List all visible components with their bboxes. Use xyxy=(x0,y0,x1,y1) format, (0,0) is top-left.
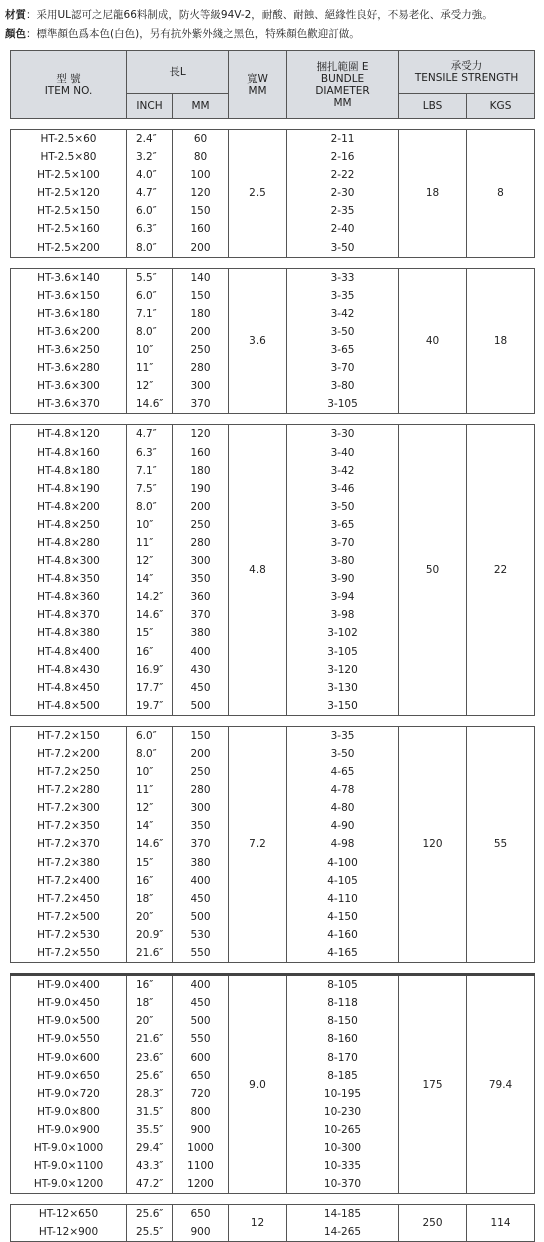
item-no-cell: HT-9.0×450 xyxy=(11,994,127,1012)
bundle-diameter-cell: 3-50 xyxy=(287,498,399,516)
group-spacer xyxy=(11,963,535,975)
bundle-diameter-cell: 10-300 xyxy=(287,1139,399,1157)
bundle-diameter-cell: 14-265 xyxy=(287,1223,399,1242)
length-inch-cell: 6.0″ xyxy=(127,726,173,745)
length-inch-cell: 25.6″ xyxy=(127,1205,173,1224)
item-no-cell: HT-9.0×500 xyxy=(11,1012,127,1030)
length-inch-cell: 14″ xyxy=(127,570,173,588)
bundle-diameter-cell: 3-65 xyxy=(287,516,399,534)
length-mm-cell: 150 xyxy=(173,202,229,220)
length-inch-cell: 8.0″ xyxy=(127,239,173,258)
bundle-diameter-cell: 3-50 xyxy=(287,745,399,763)
item-no-cell: HT-7.2×380 xyxy=(11,854,127,872)
length-inch-cell: 6.0″ xyxy=(127,287,173,305)
item-no-cell: HT-4.8×370 xyxy=(11,606,127,624)
length-mm-cell: 160 xyxy=(173,220,229,238)
tensile-kgs-cell: 79.4 xyxy=(467,975,535,1194)
item-no-cell: HT-3.6×250 xyxy=(11,341,127,359)
length-mm-cell: 430 xyxy=(173,661,229,679)
length-inch-cell: 8.0″ xyxy=(127,323,173,341)
length-inch-cell: 14″ xyxy=(127,817,173,835)
tensile-lbs-cell: 18 xyxy=(399,130,467,258)
tensile-kgs-cell: 55 xyxy=(467,726,535,962)
bundle-diameter-cell: 8-170 xyxy=(287,1049,399,1067)
length-mm-cell: 280 xyxy=(173,534,229,552)
width-cell: 2.5 xyxy=(229,130,287,258)
length-mm-cell: 190 xyxy=(173,480,229,498)
spacer-cell xyxy=(11,119,535,130)
tensile-kgs-cell: 22 xyxy=(467,425,535,716)
length-mm-cell: 400 xyxy=(173,975,229,995)
item-no-cell: HT-2.5×100 xyxy=(11,166,127,184)
item-no-cell: HT-9.0×1200 xyxy=(11,1175,127,1194)
item-no-cell: HT-7.2×370 xyxy=(11,835,127,853)
item-no-cell: HT-7.2×250 xyxy=(11,763,127,781)
length-mm-cell: 370 xyxy=(173,395,229,414)
length-mm-cell: 180 xyxy=(173,305,229,323)
length-inch-cell: 25.5″ xyxy=(127,1223,173,1242)
bundle-diameter-cell: 4-110 xyxy=(287,890,399,908)
length-inch-cell: 14.6″ xyxy=(127,835,173,853)
item-no-cell: HT-9.0×550 xyxy=(11,1030,127,1048)
width-header-cn: 寬W xyxy=(247,72,268,85)
length-mm-cell: 370 xyxy=(173,835,229,853)
color-label: 顏色 xyxy=(5,28,26,40)
bundle-diameter-cell: 3-98 xyxy=(287,606,399,624)
kgs-header: KGS xyxy=(467,94,535,119)
lbs-header: LBS xyxy=(399,94,467,119)
length-inch-cell: 16″ xyxy=(127,872,173,890)
bundle-diameter-cell: 8-185 xyxy=(287,1067,399,1085)
table-row xyxy=(11,1205,535,1224)
length-inch-cell: 43.3″ xyxy=(127,1157,173,1175)
item-header xyxy=(11,51,127,119)
bundle-diameter-cell: 3-35 xyxy=(287,726,399,745)
item-no-cell: HT-4.8×280 xyxy=(11,534,127,552)
item-no-cell: HT-3.6×180 xyxy=(11,305,127,323)
item-no-cell: HT-2.5×150 xyxy=(11,202,127,220)
length-mm-cell: 160 xyxy=(173,444,229,462)
length-inch-cell: 11″ xyxy=(127,534,173,552)
item-no-cell: HT-4.8×200 xyxy=(11,498,127,516)
item-no-cell: HT-3.6×150 xyxy=(11,287,127,305)
bundle-diameter-cell: 4-150 xyxy=(287,908,399,926)
bundle-diameter-cell: 2-16 xyxy=(287,148,399,166)
table-row xyxy=(11,726,535,745)
length-inch-cell: 28.3″ xyxy=(127,1085,173,1103)
bundle-diameter-cell: 4-165 xyxy=(287,944,399,963)
length-mm-cell: 280 xyxy=(173,781,229,799)
tensile-kgs-cell: 114 xyxy=(467,1205,535,1242)
item-no-cell: HT-7.2×500 xyxy=(11,908,127,926)
length-inch-cell: 14.6″ xyxy=(127,606,173,624)
bundle-diameter-cell: 3-130 xyxy=(287,679,399,697)
length-inch-cell: 10″ xyxy=(127,341,173,359)
bundle-diameter-cell: 3-33 xyxy=(287,268,399,287)
length-mm-cell: 400 xyxy=(173,872,229,890)
width-header xyxy=(229,51,287,119)
length-mm-cell: 370 xyxy=(173,606,229,624)
item-no-cell: HT-4.8×300 xyxy=(11,552,127,570)
item-no-cell: HT-7.2×550 xyxy=(11,944,127,963)
length-mm-cell: 250 xyxy=(173,341,229,359)
length-mm-cell: 500 xyxy=(173,1012,229,1030)
length-inch-cell: 18″ xyxy=(127,890,173,908)
length-mm-cell: 140 xyxy=(173,268,229,287)
length-inch-cell: 12″ xyxy=(127,552,173,570)
tensile-header-cn: 承受力 xyxy=(450,60,483,72)
table-row xyxy=(11,268,535,287)
item-header-cn: 型 號 xyxy=(56,72,81,85)
length-mm-cell: 500 xyxy=(173,908,229,926)
length-mm-cell: 350 xyxy=(173,570,229,588)
length-inch-cell: 4.0″ xyxy=(127,166,173,184)
item-no-cell: HT-3.6×280 xyxy=(11,359,127,377)
length-inch-cell: 25.6″ xyxy=(127,1067,173,1085)
length-inch-cell: 6.3″ xyxy=(127,444,173,462)
length-mm-cell: 120 xyxy=(173,425,229,444)
item-no-cell: HT-4.8×380 xyxy=(11,624,127,642)
length-mm-cell: 720 xyxy=(173,1085,229,1103)
bundle-diameter-cell: 2-11 xyxy=(287,130,399,149)
item-no-cell: HT-7.2×450 xyxy=(11,890,127,908)
length-mm-cell: 150 xyxy=(173,287,229,305)
bundle-diameter-cell: 3-70 xyxy=(287,534,399,552)
length-inch-cell: 5.5″ xyxy=(127,268,173,287)
item-no-cell: HT-9.0×1100 xyxy=(11,1157,127,1175)
table-row xyxy=(11,975,535,995)
length-inch-cell: 3.2″ xyxy=(127,148,173,166)
bundle-diameter-cell: 3-105 xyxy=(287,643,399,661)
bundle-diameter-cell: 10-370 xyxy=(287,1175,399,1194)
inch-header: INCH xyxy=(127,94,173,119)
length-mm-cell: 650 xyxy=(173,1067,229,1085)
length-inch-cell: 47.2″ xyxy=(127,1175,173,1194)
length-mm-cell: 500 xyxy=(173,697,229,716)
width-cell: 7.2 xyxy=(229,726,287,962)
length-inch-cell: 18″ xyxy=(127,994,173,1012)
item-no-cell: HT-7.2×530 xyxy=(11,926,127,944)
bundle-diameter-cell: 3-30 xyxy=(287,425,399,444)
length-mm-cell: 300 xyxy=(173,552,229,570)
length-inch-cell: 16.9″ xyxy=(127,661,173,679)
item-no-cell: HT-7.2×280 xyxy=(11,781,127,799)
bundle-diameter-cell: 10-335 xyxy=(287,1157,399,1175)
width-cell: 9.0 xyxy=(229,975,287,1194)
bundle-diameter-cell: 3-46 xyxy=(287,480,399,498)
length-mm-cell: 350 xyxy=(173,817,229,835)
bundle-diameter-cell: 3-80 xyxy=(287,552,399,570)
item-no-cell: HT-9.0×1000 xyxy=(11,1139,127,1157)
group-spacer xyxy=(11,715,535,726)
length-inch-cell: 14.2″ xyxy=(127,588,173,606)
bundle-diameter-cell: 3-120 xyxy=(287,661,399,679)
bundle-diameter-cell: 3-94 xyxy=(287,588,399,606)
material-note xyxy=(5,6,541,25)
bundle-diameter-cell: 3-105 xyxy=(287,395,399,414)
length-mm-cell: 180 xyxy=(173,462,229,480)
item-no-cell: HT-3.6×200 xyxy=(11,323,127,341)
item-no-cell: HT-7.2×400 xyxy=(11,872,127,890)
bundle-diameter-cell: 3-150 xyxy=(287,697,399,716)
bundle-diameter-cell: 3-35 xyxy=(287,287,399,305)
item-no-cell: HT-9.0×650 xyxy=(11,1067,127,1085)
length-mm-cell: 360 xyxy=(173,588,229,606)
length-mm-cell: 900 xyxy=(173,1121,229,1139)
length-mm-cell: 450 xyxy=(173,890,229,908)
bundle-diameter-cell: 4-78 xyxy=(287,781,399,799)
length-inch-cell: 14.6″ xyxy=(127,395,173,414)
width-cell: 12 xyxy=(229,1205,287,1242)
bundle-diameter-cell: 3-42 xyxy=(287,462,399,480)
length-inch-cell: 8.0″ xyxy=(127,498,173,516)
length-mm-cell: 300 xyxy=(173,799,229,817)
group-spacer xyxy=(11,119,535,130)
color-text: ：標準顏色爲本色(白色)，另有抗外紫外綫之黑色，特殊顏色歡迎訂做。 xyxy=(26,28,360,40)
tensile-lbs-cell: 175 xyxy=(399,975,467,1194)
item-no-cell: HT-4.8×180 xyxy=(11,462,127,480)
length-inch-cell: 21.6″ xyxy=(127,944,173,963)
tensile-lbs-cell: 50 xyxy=(399,425,467,716)
item-no-cell: HT-4.8×400 xyxy=(11,643,127,661)
item-no-cell: HT-4.8×430 xyxy=(11,661,127,679)
length-mm-cell: 650 xyxy=(173,1205,229,1224)
length-inch-cell: 10″ xyxy=(127,763,173,781)
item-no-cell: HT-4.8×160 xyxy=(11,444,127,462)
bundle-diameter-cell: 3-70 xyxy=(287,359,399,377)
spacer-cell xyxy=(11,414,535,425)
group-spacer xyxy=(11,1194,535,1205)
length-mm-cell: 300 xyxy=(173,377,229,395)
length-mm-cell: 600 xyxy=(173,1049,229,1067)
length-mm-cell: 1200 xyxy=(173,1175,229,1194)
width-header-unit: MM xyxy=(248,84,267,97)
length-inch-cell: 2.4″ xyxy=(127,130,173,149)
bundle-diameter-cell: 2-30 xyxy=(287,184,399,202)
cable-tie-spec-table xyxy=(10,50,535,1242)
item-no-cell: HT-9.0×720 xyxy=(11,1085,127,1103)
length-inch-cell: 15″ xyxy=(127,624,173,642)
bundle-diameter-cell: 3-42 xyxy=(287,305,399,323)
table-body xyxy=(11,119,535,1242)
length-inch-cell: 12″ xyxy=(127,377,173,395)
item-no-cell: HT-2.5×120 xyxy=(11,184,127,202)
table-row xyxy=(11,130,535,149)
length-inch-cell: 29.4″ xyxy=(127,1139,173,1157)
item-no-cell: HT-2.5×60 xyxy=(11,130,127,149)
item-no-cell: HT-9.0×800 xyxy=(11,1103,127,1121)
length-mm-cell: 80 xyxy=(173,148,229,166)
bundle-diameter-cell: 4-80 xyxy=(287,799,399,817)
length-inch-cell: 7.1″ xyxy=(127,305,173,323)
length-mm-cell: 550 xyxy=(173,944,229,963)
length-inch-cell: 6.0″ xyxy=(127,202,173,220)
length-mm-cell: 1100 xyxy=(173,1157,229,1175)
bundle-diameter-cell: 2-35 xyxy=(287,202,399,220)
bundle-diameter-cell: 8-105 xyxy=(287,975,399,995)
color-note xyxy=(5,25,541,44)
length-inch-cell: 4.7″ xyxy=(127,184,173,202)
bundle-diameter-cell: 3-102 xyxy=(287,624,399,642)
group-spacer xyxy=(11,414,535,425)
length-inch-cell: 20″ xyxy=(127,1012,173,1030)
item-no-cell: HT-7.2×300 xyxy=(11,799,127,817)
item-no-cell: HT-3.6×140 xyxy=(11,268,127,287)
material-text: ：采用UL認可之尼龍66料制成，防火等級94V-2，耐酸、耐蝕、絕緣性良好，不易老化、承受力強。 xyxy=(26,9,493,21)
length-mm-cell: 530 xyxy=(173,926,229,944)
length-inch-cell: 11″ xyxy=(127,781,173,799)
length-mm-cell: 250 xyxy=(173,516,229,534)
length-inch-cell: 7.1″ xyxy=(127,462,173,480)
length-inch-cell: 12″ xyxy=(127,799,173,817)
item-no-cell: HT-4.8×250 xyxy=(11,516,127,534)
tensile-lbs-cell: 120 xyxy=(399,726,467,962)
tensile-kgs-cell: 18 xyxy=(467,268,535,414)
length-inch-cell: 16″ xyxy=(127,643,173,661)
item-no-cell: HT-4.8×450 xyxy=(11,679,127,697)
length-mm-cell: 400 xyxy=(173,643,229,661)
item-no-cell: HT-3.6×370 xyxy=(11,395,127,414)
item-no-cell: HT-9.0×600 xyxy=(11,1049,127,1067)
bundle-diameter-cell: 10-195 xyxy=(287,1085,399,1103)
tensile-lbs-cell: 40 xyxy=(399,268,467,414)
length-inch-cell: 16″ xyxy=(127,975,173,995)
bundle-header-en1: BUNDLE xyxy=(320,72,365,85)
length-mm-cell: 800 xyxy=(173,1103,229,1121)
length-inch-cell: 35.5″ xyxy=(127,1121,173,1139)
spacer-cell xyxy=(11,715,535,726)
bundle-diameter-cell: 4-65 xyxy=(287,763,399,781)
item-no-cell: HT-4.8×120 xyxy=(11,425,127,444)
item-no-cell: HT-4.8×500 xyxy=(11,697,127,716)
length-inch-cell: 11″ xyxy=(127,359,173,377)
bundle-diameter-cell: 4-100 xyxy=(287,854,399,872)
length-mm-cell: 200 xyxy=(173,239,229,258)
bundle-diameter-cell: 3-40 xyxy=(287,444,399,462)
bundle-diameter-cell: 3-90 xyxy=(287,570,399,588)
length-mm-cell: 900 xyxy=(173,1223,229,1242)
bundle-diameter-cell: 14-185 xyxy=(287,1205,399,1224)
spacer-cell xyxy=(11,963,535,975)
tensile-header xyxy=(399,51,535,94)
spacer-cell xyxy=(11,257,535,268)
length-mm-cell: 1000 xyxy=(173,1139,229,1157)
length-mm-cell: 200 xyxy=(173,323,229,341)
length-mm-cell: 550 xyxy=(173,1030,229,1048)
length-inch-cell: 6.3″ xyxy=(127,220,173,238)
bundle-diameter-cell: 2-22 xyxy=(287,166,399,184)
length-mm-cell: 450 xyxy=(173,994,229,1012)
width-cell: 4.8 xyxy=(229,425,287,716)
length-mm-cell: 200 xyxy=(173,498,229,516)
bundle-diameter-cell: 8-150 xyxy=(287,1012,399,1030)
item-no-cell: HT-9.0×400 xyxy=(11,975,127,995)
table-header xyxy=(11,51,535,119)
width-cell: 3.6 xyxy=(229,268,287,414)
length-header: 長L xyxy=(127,51,229,94)
bundle-diameter-cell: 2-40 xyxy=(287,220,399,238)
length-mm-cell: 120 xyxy=(173,184,229,202)
spec-notes xyxy=(5,6,541,44)
bundle-diameter-cell: 4-90 xyxy=(287,817,399,835)
length-mm-cell: 280 xyxy=(173,359,229,377)
length-inch-cell: 19.7″ xyxy=(127,697,173,716)
length-mm-cell: 380 xyxy=(173,624,229,642)
length-inch-cell: 7.5″ xyxy=(127,480,173,498)
item-no-cell: HT-12×900 xyxy=(11,1223,127,1242)
mm-header: MM xyxy=(173,94,229,119)
length-inch-cell: 15″ xyxy=(127,854,173,872)
item-no-cell: HT-7.2×150 xyxy=(11,726,127,745)
length-mm-cell: 60 xyxy=(173,130,229,149)
item-no-cell: HT-2.5×160 xyxy=(11,220,127,238)
tensile-lbs-cell: 250 xyxy=(399,1205,467,1242)
bundle-diameter-cell: 10-230 xyxy=(287,1103,399,1121)
bundle-diameter-cell: 4-98 xyxy=(287,835,399,853)
bundle-diameter-cell: 3-50 xyxy=(287,239,399,258)
spacer-cell xyxy=(11,1194,535,1205)
length-inch-cell: 17.7″ xyxy=(127,679,173,697)
length-inch-cell: 8.0″ xyxy=(127,745,173,763)
length-inch-cell: 10″ xyxy=(127,516,173,534)
bundle-header-unit: MM xyxy=(333,96,352,109)
bundle-diameter-cell: 3-80 xyxy=(287,377,399,395)
length-inch-cell: 20.9″ xyxy=(127,926,173,944)
length-inch-cell: 4.7″ xyxy=(127,425,173,444)
length-inch-cell: 21.6″ xyxy=(127,1030,173,1048)
item-no-cell: HT-4.8×360 xyxy=(11,588,127,606)
bundle-diameter-cell: 3-65 xyxy=(287,341,399,359)
item-no-cell: HT-2.5×200 xyxy=(11,239,127,258)
length-mm-cell: 100 xyxy=(173,166,229,184)
bundle-header-cn: 捆扎範圍 E xyxy=(316,60,369,73)
item-no-cell: HT-3.6×300 xyxy=(11,377,127,395)
material-label: 材質 xyxy=(5,9,26,21)
length-mm-cell: 450 xyxy=(173,679,229,697)
length-mm-cell: 380 xyxy=(173,854,229,872)
bundle-diameter-cell: 8-118 xyxy=(287,994,399,1012)
bundle-diameter-cell: 4-160 xyxy=(287,926,399,944)
item-no-cell: HT-4.8×190 xyxy=(11,480,127,498)
item-no-cell: HT-7.2×350 xyxy=(11,817,127,835)
group-spacer xyxy=(11,257,535,268)
item-header-en: ITEM NO. xyxy=(44,84,93,97)
bundle-diameter-cell: 8-160 xyxy=(287,1030,399,1048)
item-no-cell: HT-12×650 xyxy=(11,1205,127,1224)
table-row xyxy=(11,425,535,444)
length-mm-cell: 250 xyxy=(173,763,229,781)
bundle-diameter-cell: 10-265 xyxy=(287,1121,399,1139)
length-mm-cell: 200 xyxy=(173,745,229,763)
bundle-header-en2: DIAMETER xyxy=(315,84,370,97)
length-inch-cell: 20″ xyxy=(127,908,173,926)
tensile-kgs-cell: 8 xyxy=(467,130,535,258)
length-mm-cell: 150 xyxy=(173,726,229,745)
tensile-header-en: TENSILE STRENGTH xyxy=(414,72,519,84)
bundle-header xyxy=(287,51,399,119)
item-no-cell: HT-2.5×80 xyxy=(11,148,127,166)
item-no-cell: HT-4.8×350 xyxy=(11,570,127,588)
bundle-diameter-cell: 4-105 xyxy=(287,872,399,890)
length-inch-cell: 23.6″ xyxy=(127,1049,173,1067)
item-no-cell: HT-9.0×900 xyxy=(11,1121,127,1139)
bundle-diameter-cell: 3-50 xyxy=(287,323,399,341)
item-no-cell: HT-7.2×200 xyxy=(11,745,127,763)
length-inch-cell: 31.5″ xyxy=(127,1103,173,1121)
